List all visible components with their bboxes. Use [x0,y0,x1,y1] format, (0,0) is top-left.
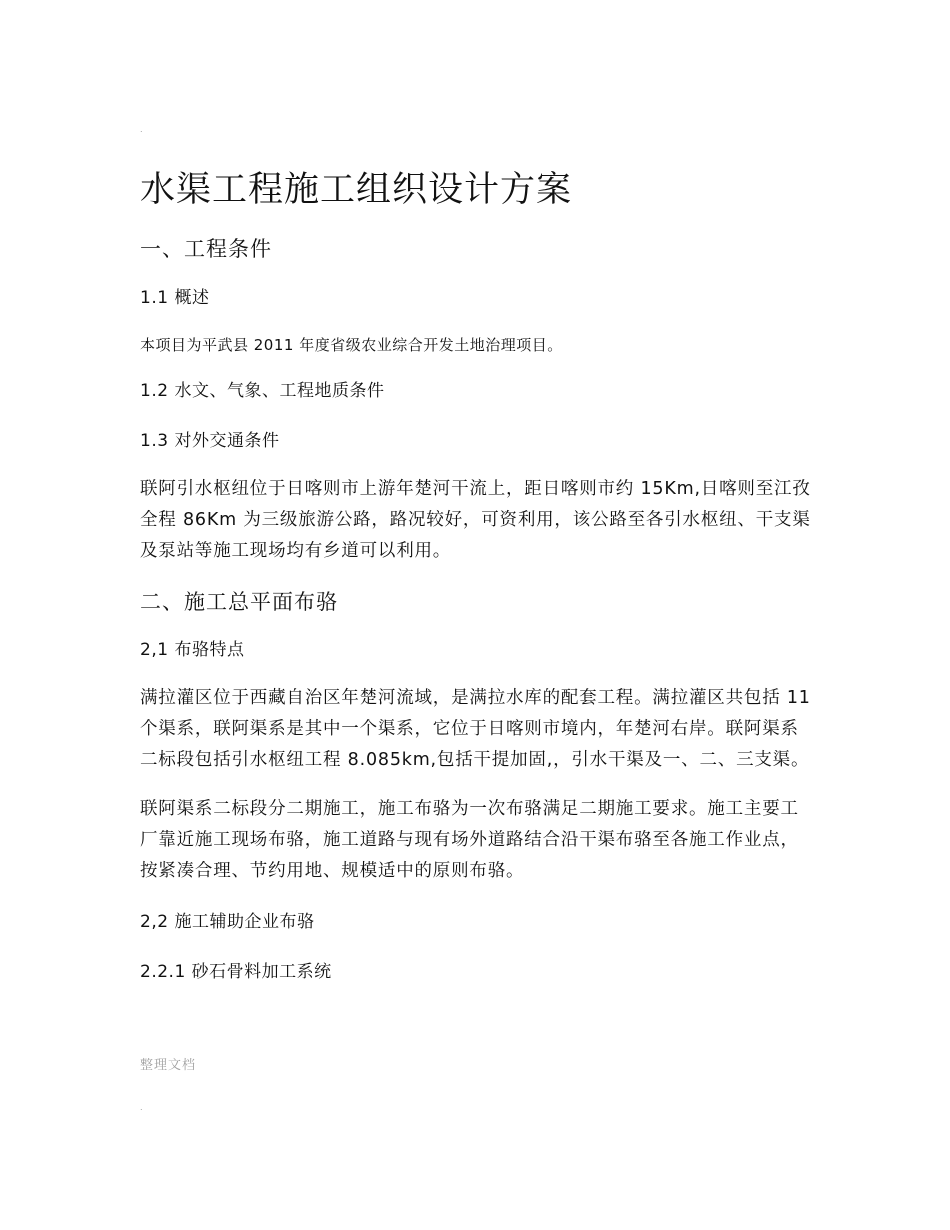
subsection-heading-2-2-1: 2.2.1 砂石骨料加工系统 [140,962,332,982]
subsection-heading-2-1: 2,1 布骆特点 [140,640,245,660]
footer-label: 整理文档 [140,1058,197,1073]
subsection-heading-1-2: 1.2 水文、气象、工程地质条件 [140,381,385,401]
subsection-heading-1-1: 1.1 概述 [140,288,210,308]
subsection-heading-1-3: 1.3 对外交通条件 [140,431,280,451]
subsection-heading-2-2: 2,2 施工辅助企业布骆 [140,912,315,932]
bottom-mark: . [140,1103,143,1112]
section-heading-2: 二、施工总平面布骆 [140,590,338,614]
section-heading-1: 一、工程条件 [140,237,272,261]
paragraph-1-3: 联阿引水枢纽位于日喀则市上游年楚河干流上，距日喀则市约 15Km,日喀则至江孜全程 86Km 为三级旅游公路，路况较好，可资利用，该公路至各引水枢纽、干支渠及泵站等施工现场均有乡道可以利用。 [140,479,811,561]
document-content [140,166,812,985]
paragraph-2-1-b: 联阿渠系二标段分二期施工，施工布骆为一次布骆满足二期施工要求。施工主要工厂靠近施工现场布骆，施工道路与现有场外道路结合沿干渠布骆至各施工作业点，按紧凑合理、节约用地、规模适中的原则布骆。 [140,799,799,881]
top-mark: . [140,125,143,134]
document-title: 水渠工程施工组织设计方案 [140,170,573,210]
paragraph-1-1: 本项目为平武县 2011 年度省级农业综合开发土地治理项目。 [140,336,563,354]
paragraph-2-1-a: 满拉灌区位于西藏自治区年楚河流域，是满拉水库的配套工程。满拉灌区共包括 11 个渠系，联阿渠系是其中一个渠系，它位于日喀则市境内，年楚河右岸。联阿渠系二标段包括引水枢纽工程 8.085km,包括干提加固,，引水干渠及一、二、三支渠。 [140,688,811,770]
